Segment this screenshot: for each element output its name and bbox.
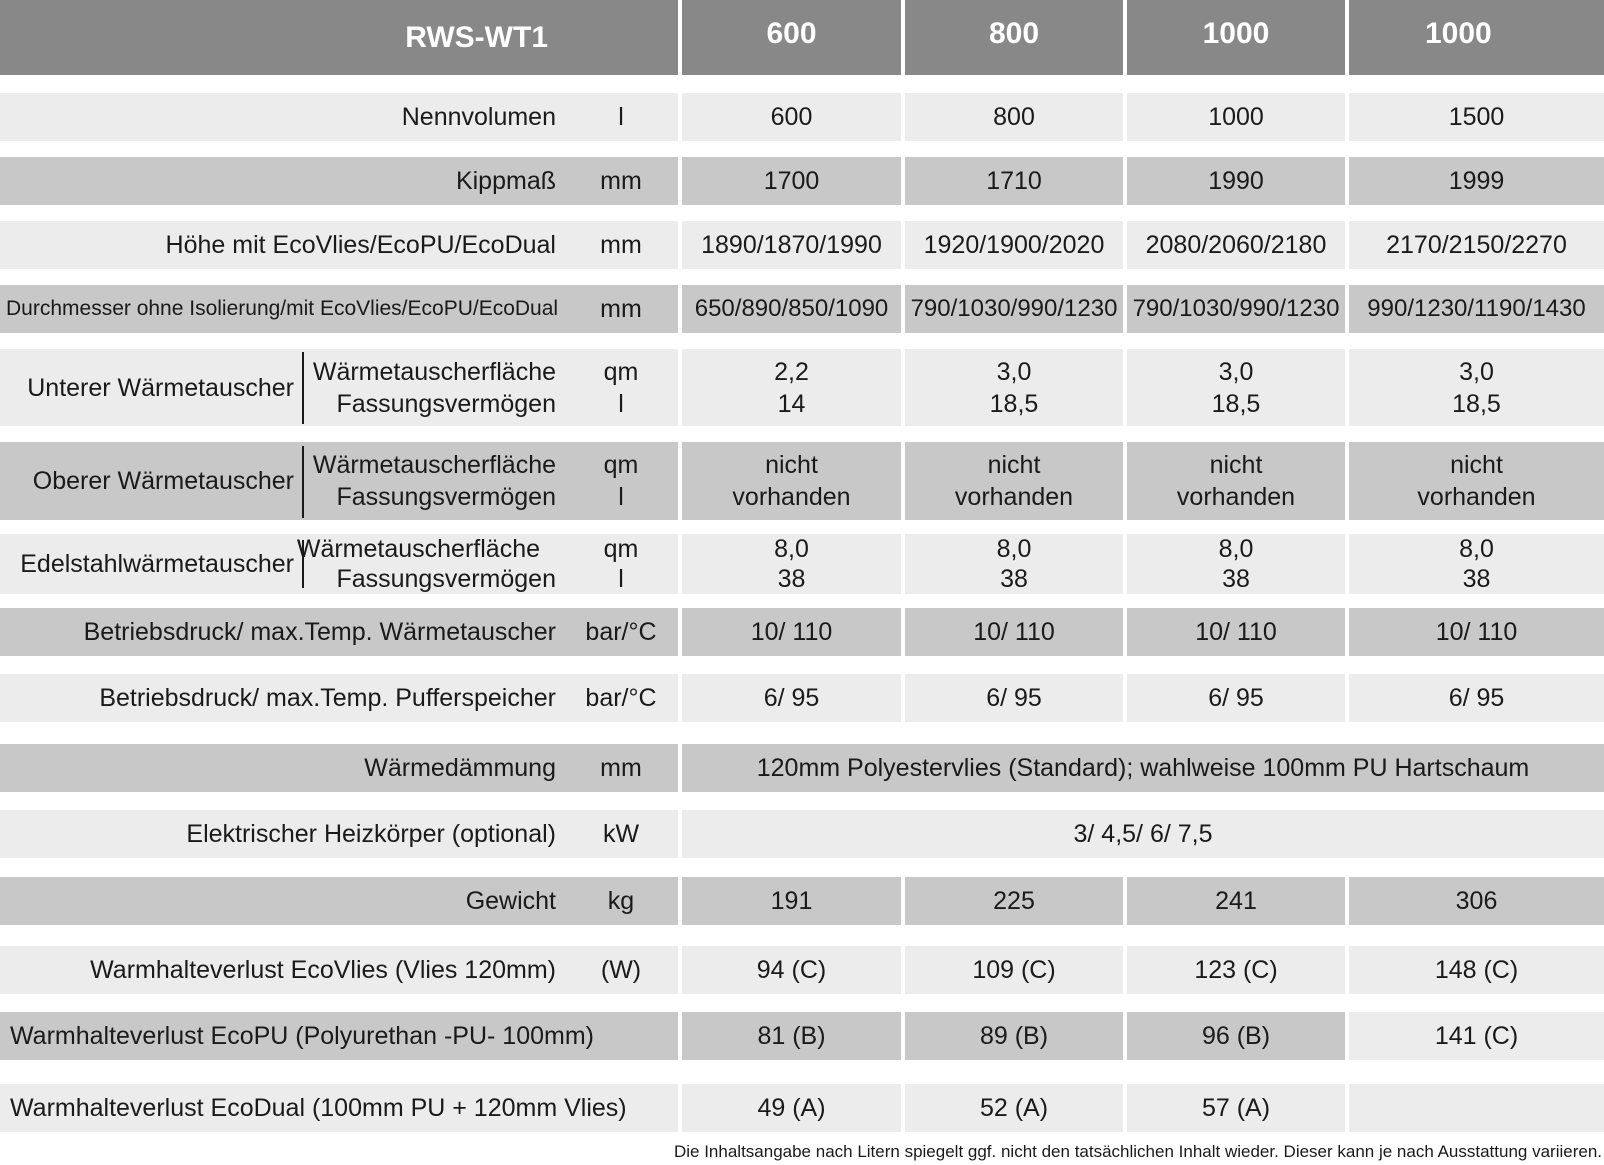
exchanger-units [564, 349, 678, 426]
value-cell: 10/ 110 [905, 608, 1123, 656]
exchanger-units [564, 442, 678, 520]
row-unit-kippmass: mm [564, 157, 678, 205]
row-label-durchmesser: Durchmesser ohne Isolierung/mit EcoVlies/EcoPU/EcoDual [0, 285, 564, 333]
value-cell: 6/ 95 [905, 674, 1123, 722]
value-cell: nicht vorhanden [1127, 442, 1345, 520]
value-cell: 1999 [1349, 157, 1604, 205]
unit-qm: qm [603, 535, 639, 563]
row-unit-betriebsdruck-wt: bar/°C [564, 608, 678, 656]
value-cell: 3,0 18,5 [1349, 349, 1604, 426]
row-unit-hoehe: mm [564, 221, 678, 269]
value-cell: 8,0 38 [1349, 534, 1604, 594]
value-cell: 790/1030/990/1230 [1127, 285, 1345, 333]
value-cell: 8,0 38 [682, 534, 901, 594]
value-cell: 3,0 18,5 [905, 349, 1123, 426]
value-cell: nicht vorhanden [682, 442, 901, 520]
value-cell: 6/ 95 [1349, 674, 1604, 722]
value-cell: 94 (C) [682, 946, 901, 994]
value-cell: 109 (C) [905, 946, 1123, 994]
span-value-heizkoerper: 3/ 4,5/ 6/ 7,5 [682, 810, 1604, 858]
sub-label-flaeche: Wärmetauscherfläche [312, 357, 556, 386]
value-cell: 790/1030/990/1230 [905, 285, 1123, 333]
row-label-ecopu: Warmhalteverlust EcoPU (Polyurethan -PU- 100mm) [0, 1012, 678, 1060]
value-cell: 306 [1349, 877, 1604, 925]
value-cell: 89 (B) [905, 1012, 1123, 1060]
value-cell: 1500 [1349, 93, 1604, 141]
row-unit-waermedaemmung: mm [564, 744, 678, 792]
column-header-800: 800 [905, 0, 1123, 75]
row-unit-gewicht: kg [564, 877, 678, 925]
exchanger-sub-labels [304, 442, 564, 520]
unit-qm: qm [603, 357, 639, 386]
value-cell: 3,0 18,5 [1127, 349, 1345, 426]
value-cell: 96 (B) [1127, 1012, 1345, 1060]
sub-label-flaeche: Wärmetauscherfläche [312, 451, 556, 479]
unit-l: l [618, 483, 624, 511]
footnote: Die Inhaltsangabe nach Litern spiegelt ggf. nicht den tatsächlichen Inhalt wieder. Dieser kann je nach Ausstattung variieren. [673, 1142, 1602, 1161]
model-header: RWS-WT1 [0, 0, 678, 75]
unit-l: l [618, 565, 624, 593]
value-cell: 49 (A) [682, 1084, 901, 1132]
value-cell: 2170/2150/2270 [1349, 221, 1604, 269]
value-cell: 6/ 95 [1127, 674, 1345, 722]
value-cell: 6/ 95 [682, 674, 901, 722]
value-cell: 1890/1870/1990 [682, 221, 901, 269]
sub-label-fassung: Fassungsvermögen [336, 483, 556, 511]
value-cell: 650/890/850/1090 [682, 285, 901, 333]
row-label-heizkoerper: Elektrischer Heizkörper (optional) [0, 810, 564, 858]
value-cell: 123 (C) [1127, 946, 1345, 994]
row-unit-ecovlies: (W) [564, 946, 678, 994]
value-cell: 1000 [1127, 93, 1345, 141]
value-cell-empty [1349, 1084, 1604, 1132]
exchanger-units [564, 534, 678, 594]
exchanger-label-oberer: Oberer Wärmetauscher [0, 442, 304, 520]
value-cell: 1710 [905, 157, 1123, 205]
value-cell: 225 [905, 877, 1123, 925]
row-label-ecovlies: Warmhalteverlust EcoVlies (Vlies 120mm) [0, 946, 564, 994]
row-label-hoehe: Höhe mit EcoVlies/EcoPU/EcoDual [0, 221, 564, 269]
value-cell: 148 (C) [1349, 946, 1604, 994]
sub-label-fassung: Fassungsvermögen [336, 565, 556, 593]
value-cell: 800 [905, 93, 1123, 141]
value-cell: 2080/2060/2180 [1127, 221, 1345, 269]
column-header-1000: 1000 [1127, 0, 1345, 75]
value-cell: 141 (C) [1349, 1012, 1604, 1060]
value-cell: 57 (A) [1127, 1084, 1345, 1132]
value-cell: 81 (B) [682, 1012, 901, 1060]
row-label-waermedaemmung: Wärmedämmung [0, 744, 564, 792]
value-cell: 600 [682, 93, 901, 141]
row-unit-heizkoerper: kW [564, 810, 678, 858]
unit-qm: qm [603, 451, 639, 479]
unit-l: l [618, 389, 624, 418]
row-label-kippmass: Kippmaß [0, 157, 564, 205]
value-cell: 990/1230/1190/1430 [1349, 285, 1604, 333]
value-cell: 1700 [682, 157, 901, 205]
value-cell: 241 [1127, 877, 1345, 925]
row-label-betriebsdruck-wt: Betriebsdruck/ max.Temp. Wärmetauscher [0, 608, 564, 656]
sub-label-flaeche: Wärmetauscherfläche [296, 535, 540, 563]
exchanger-sub-labels [304, 349, 564, 426]
exchanger-label-unterer: Unterer Wärmetauscher [0, 349, 304, 426]
exchanger-sub-labels [296, 534, 564, 594]
value-cell: 8,0 38 [1127, 534, 1345, 594]
value-cell: 52 (A) [905, 1084, 1123, 1132]
value-cell: nicht vorhanden [1349, 442, 1604, 520]
value-cell: 191 [682, 877, 901, 925]
row-label-betriebsdruck-puffer: Betriebsdruck/ max.Temp. Pufferspeicher [0, 674, 564, 722]
row-label-gewicht: Gewicht [0, 877, 564, 925]
value-cell: 1990 [1127, 157, 1345, 205]
span-value-waermedaemmung: 120mm Polyestervlies (Standard); wahlweise 100mm PU Hartschaum [682, 744, 1604, 792]
row-unit-nennvolumen: l [564, 93, 678, 141]
value-cell: nicht vorhanden [905, 442, 1123, 520]
value-cell: 2,2 14 [682, 349, 901, 426]
row-label-ecodual: Warmhalteverlust EcoDual (100mm PU + 120mm Vlies) [0, 1084, 678, 1132]
row-label-nennvolumen: Nennvolumen [0, 93, 564, 141]
value-cell: 10/ 110 [682, 608, 901, 656]
value-cell: 1920/1900/2020 [905, 221, 1123, 269]
column-header-1000-b: 1000 [1349, 0, 1604, 75]
value-cell: 10/ 110 [1127, 608, 1345, 656]
column-header-600: 600 [682, 0, 901, 75]
row-unit-betriebsdruck-puffer: bar/°C [564, 674, 678, 722]
exchanger-label-edelstahl: Edelstahlwärmetauscher [0, 534, 304, 594]
sub-label-fassung: Fassungsvermögen [336, 389, 556, 418]
value-cell: 8,0 38 [905, 534, 1123, 594]
row-unit-durchmesser: mm [564, 285, 678, 333]
value-cell: 10/ 110 [1349, 608, 1604, 656]
